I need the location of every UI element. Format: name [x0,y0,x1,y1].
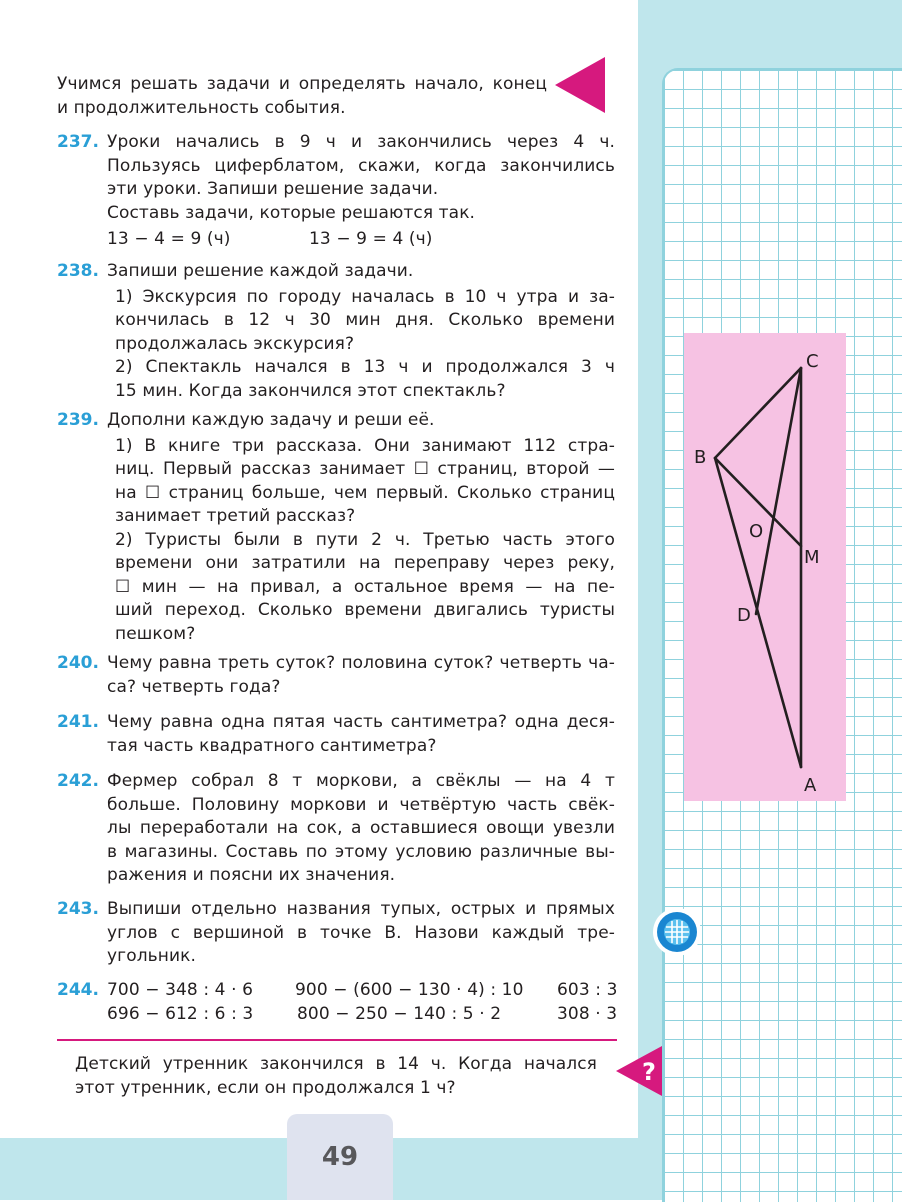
question-mark: ? [642,1058,656,1086]
task-243-line: угольник. [107,946,197,966]
task-244-expr-2-2: 800 − 250 − 140 : 5 · 2 [297,1004,502,1024]
task-244-expr-1-3: 603 : 3 [557,980,618,1000]
task-242-text [107,770,615,888]
task-239-line: 1) В книге три рассказа. Они занимают 112 стра- [115,435,615,456]
task-239-line: пешком? [115,623,196,644]
task-number-241: 241. [57,712,99,732]
task-239-text [107,409,615,646]
task-237-expression-1: 13 − 4 = 9 (ч) [107,229,231,249]
label-O: O [749,521,764,542]
task-241-text [107,711,615,758]
task-237-text [107,131,615,225]
bonus-line-1: Детский утренник закончился в 14 ч. Когда начался [75,1054,597,1074]
task-237-line: эти уроки. Запиши решение задачи. [107,179,439,199]
task-number-240: 240. [57,653,99,673]
task-242-line: ражения и поясни их значения. [107,865,396,885]
task-number-237: 237. [57,132,99,152]
task-238-text [107,260,615,403]
question-marker-icon [616,1046,662,1096]
label-A: A [804,775,817,796]
label-B: B [694,447,707,468]
task-239-line: времени они затратили на переправу через реку, [115,553,615,573]
task-244-expr-1-2: 900 − (600 − 130 · 4) : 10 [295,980,524,1000]
task-238-line: 2) Спектакль начался в 13 ч и продолжался 3 ч [115,357,615,377]
task-number-238: 238. [57,261,99,281]
task-240-line: са? четверть года? [107,676,281,697]
globe-grid-icon [652,907,702,957]
task-242-line: Фермер собрал 8 т моркови, а свёклы — на 4 т [107,771,615,791]
task-242-line: больше. Половину моркови и четвёртую часть свёк- [107,794,615,815]
task-244-expr-1-1: 700 − 348 : 4 · 6 [107,980,254,1000]
task-number-244: 244. [57,980,99,1000]
task-237-expression-2: 13 − 9 = 4 (ч) [309,229,433,249]
task-239-line: ниц. Первый рассказ занимает ☐ страниц, второй — [115,459,615,479]
task-240-text [107,652,615,699]
task-239-line: 2) Туристы были в пути 2 ч. Третью часть этого [115,529,615,550]
task-237-line: Уроки начались в 9 ч и закончились через 4 ч. [107,132,615,152]
task-242-line: в магазины. Составь по этому условию различные вы- [107,841,615,862]
task-242-line: лы переработали на сок, а оставшиеся овощи увезли [107,818,615,838]
task-238-line: 1) Экскурсия по городу началась в 10 ч утра и за- [115,286,615,307]
triangle-figure [684,333,846,801]
bonus-line-2: этот утренник, если он продолжался 1 ч? [75,1077,456,1098]
task-238-line: кончилась в 12 ч 30 мин дня. Сколько времени [115,310,615,330]
bonus-question-text [75,1053,597,1100]
task-244-expr-2-3: 308 · 3 [557,1004,618,1024]
intro-arrow-icon [555,57,605,113]
task-238-line: продолжалась экскурсия? [115,333,355,354]
task-239-line: на ☐ страниц больше, чем первый. Сколько страниц [115,482,615,503]
task-number-239: 239. [57,410,99,430]
intro-line-1: Учимся решать задачи и определять начало, конец [57,74,547,94]
task-239-line: ший переход. Сколько времени двигались туристы [115,600,615,620]
task-237-line: Пользуясь циферблатом, скажи, когда закончились [107,155,615,176]
task-238-line: Запиши решение каждой задачи. [107,261,414,281]
intro-line-2: и продолжительность события. [57,97,346,118]
task-244-expr-2-1: 696 − 612 : 6 : 3 [107,1004,254,1024]
task-239-line: ☐ мин — на привал, а остальное время — на пе- [115,576,615,597]
task-241-line: Чему равна одна пятая часть сантиметра? одна деся- [107,712,615,732]
task-239-line: Дополни каждую задачу и реши её. [107,410,435,430]
task-238-line: 15 мин. Когда закончился этот спектакль? [115,380,506,401]
task-243-line: углов с вершиной в точке B. Назови каждый тре- [107,922,615,943]
label-C: C [806,351,819,372]
label-D: D [737,605,751,626]
segment-BA [715,458,801,767]
task-243-text [107,898,615,969]
task-240-line: Чему равна треть суток? половина суток? четверть ча- [107,653,615,673]
intro-text [57,73,547,120]
task-241-line: тая часть квадратного сантиметра? [107,735,437,756]
page-number: 49 [287,1114,393,1200]
task-number-243: 243. [57,899,99,919]
task-243-line: Выпиши отдельно названия тупых, острых и прямых [107,899,615,919]
task-239-line: занимает третий рассказ? [115,506,356,526]
label-M: M [804,547,820,568]
segment-CD [756,368,801,614]
task-237-line: Составь задачи, которые решаются так. [107,202,476,223]
section-divider [57,1039,617,1041]
task-number-242: 242. [57,771,99,791]
